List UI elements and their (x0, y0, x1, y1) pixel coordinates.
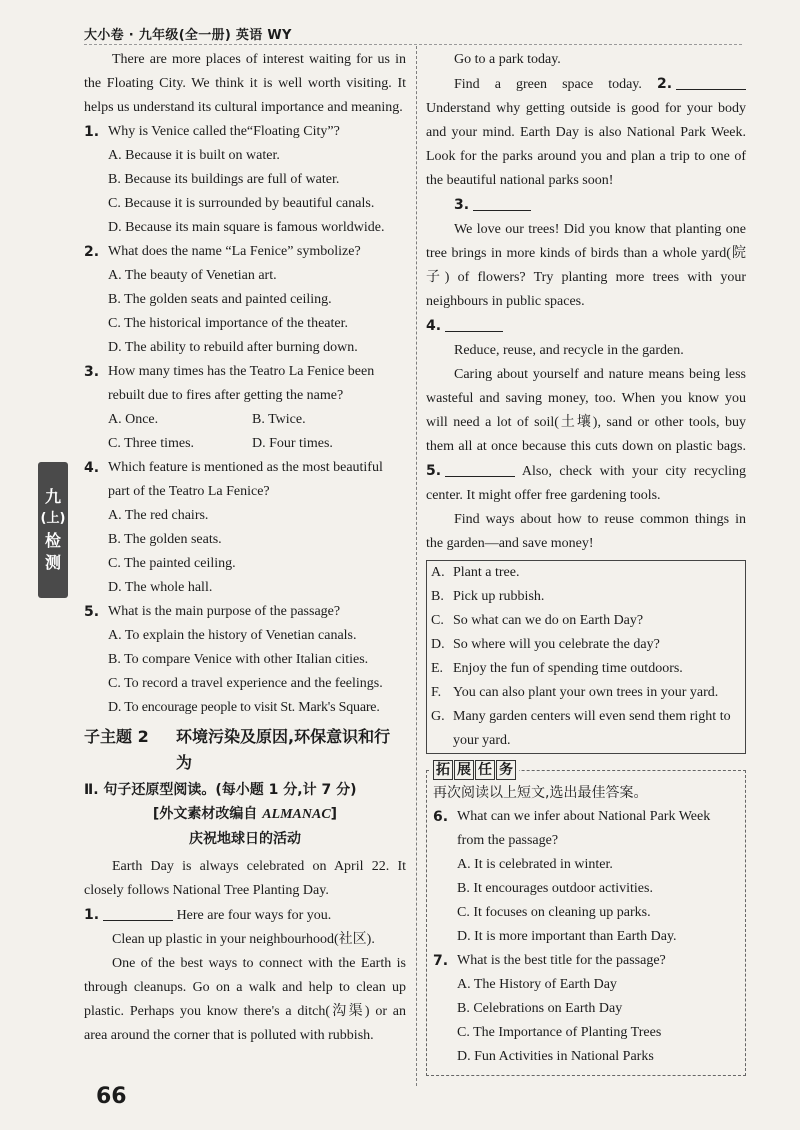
blank-number: 1. (84, 907, 100, 923)
side-tab-char: 检 (44, 531, 61, 550)
option-text: So what can we do on Earth Day? (453, 613, 644, 628)
question-number: 5. (84, 604, 100, 620)
option: D. The ability to rebuild after burning down. (108, 340, 358, 355)
passage-text: Caring about yourself and nature means being less wasteful and saving money, too. When you know you will need a lot of soil(土壤), sand or other tools, buy them all at once because this cuts down on plastic bags. (426, 367, 746, 454)
option: A. To explain the history of Venetian canals. (108, 628, 357, 643)
option: B. The golden seats and painted ceiling. (108, 292, 332, 307)
option-row (431, 657, 741, 681)
blank-number: 4. (426, 318, 442, 334)
option: A. The red chairs. (108, 508, 209, 523)
blank-number: 3. (454, 197, 470, 213)
question-number: 6. (433, 809, 449, 825)
question-text: How many times has the Teatro La Fenice been rebuilt due to fires after getting the name? (108, 364, 375, 403)
option: A. The beauty of Venetian art. (108, 268, 277, 283)
passage-subheading: Clean up plastic in your neighbourhood(社区). (112, 932, 375, 947)
option-text: So where will you celebrate the day? (453, 637, 660, 652)
task-label-char: 展 (454, 760, 474, 780)
side-tab-char: 九 (44, 487, 61, 506)
option: C. To record a travel experience and the feelings. (108, 676, 383, 691)
option: B. Celebrations on Earth Day (457, 1001, 623, 1016)
subtopic-title: 环境污染及原因,环保意识和行为 (176, 727, 391, 772)
question-text: What can we infer about National Park Week from the passage? (457, 809, 711, 848)
option-box (426, 560, 746, 754)
task-instruction: 再次阅读以上短文,选出最佳答案。 (433, 785, 648, 801)
right-column (426, 48, 746, 1076)
option-row (431, 561, 741, 585)
question-text: What is the main purpose of the passage? (108, 604, 341, 619)
question-text: What is the best title for the passage? (457, 953, 666, 968)
option: C. The painted ceiling. (108, 556, 236, 571)
page-number: 66 (96, 1084, 127, 1109)
option-text: Many garden centers will even send them right to your yard. (453, 709, 731, 748)
option: D. Because its main square is famous worldwide. (108, 220, 385, 235)
passage-paragraph: We love our trees! Did you know that planting one tree brings in more kinds of birds than a whole yard(院子) of flowers? Try planting more trees with your neighbours in public spaces. (426, 222, 746, 309)
option-text: Enjoy the fun of spending time outdoors. (453, 661, 683, 676)
option-row (431, 633, 741, 657)
question-1 (84, 120, 406, 240)
option: B. Twice. (252, 412, 306, 427)
answer-blank-5[interactable] (445, 460, 515, 477)
passage-subheading: Reduce, reuse, and recycle in the garden. (454, 343, 684, 358)
question-number: 4. (84, 460, 100, 476)
option-row (431, 585, 741, 609)
option-letter: G. (431, 709, 445, 724)
blank-line-4 (426, 314, 746, 339)
extension-task-label (431, 760, 519, 780)
blank-number: 2. (656, 76, 673, 92)
extension-task-box (426, 762, 746, 1076)
option-letter: E. (431, 661, 444, 676)
option: D. Four times. (252, 436, 333, 451)
answer-blank-4[interactable] (445, 315, 503, 332)
task-label-char: 任 (475, 760, 495, 780)
passage-text: Understand why getting outside is good for your body and your mind. Earth Day is also National Park Week. Look for the parks around you and plan a trip to one of the beautiful national parks soon! (426, 101, 746, 188)
option: C. The Importance of Planting Trees (457, 1025, 662, 1040)
option: A. Because it is built on water. (108, 148, 280, 163)
option: C. The historical importance of the theater. (108, 316, 348, 331)
passage-text: Find a green space today. (454, 77, 642, 92)
option: B. It encourages outdoor activities. (457, 881, 653, 896)
column-divider (416, 46, 417, 1086)
side-tab-char: (上) (40, 511, 66, 526)
question-3 (84, 360, 406, 456)
answer-blank-2[interactable] (676, 73, 746, 90)
option: D. Fun Activities in National Parks (457, 1049, 654, 1064)
question-text: What does the name “La Fenice” symbolize? (108, 244, 361, 259)
option: B. Because its buildings are full of water. (108, 172, 340, 187)
option-letter: C. (431, 613, 444, 628)
passage-paragraph (426, 363, 746, 508)
option-row (431, 705, 741, 753)
passage-text: Also, check with your city recycling center. It might offer free gardening tools. (426, 464, 746, 503)
blank-line-1 (84, 903, 406, 928)
option-letter: D. (431, 637, 445, 652)
intro-paragraph: There are more places of interest waiting for us in the Floating City. We think it is well worth visiting. It helps us understand its cultural importance and meaning. (84, 52, 406, 115)
answer-blank-3[interactable] (473, 194, 531, 211)
subtopic-label: 子主题 2 (84, 727, 149, 746)
page-header: 大小卷 · 九年级(全一册) 英语 WY (84, 28, 292, 43)
option: B. To compare Venice with other Italian cities. (108, 652, 369, 667)
option-letter: B. (431, 589, 444, 604)
option-text: You can also plant your own trees in your yard. (453, 685, 719, 700)
question-number: 7. (433, 953, 449, 969)
option-letter: F. (431, 685, 442, 700)
question-4 (84, 456, 406, 600)
option-text: Plant a tree. (453, 565, 520, 580)
option-letter: A. (431, 565, 445, 580)
option: C. It focuses on cleaning up parks. (457, 905, 651, 920)
answer-blank-1[interactable] (103, 904, 173, 921)
source-note (84, 802, 406, 827)
option-row (431, 609, 741, 633)
subtopic-heading (84, 724, 406, 776)
section-heading: Ⅱ. 句子还原型阅读。(每小题 1 分,计 7 分) (84, 782, 357, 798)
source-name: ALMANAC (262, 807, 331, 822)
option: A. Once. (108, 412, 159, 427)
option: D. It is more important than Earth Day. (457, 929, 677, 944)
source-suffix: ] (330, 806, 338, 822)
option-row (431, 681, 741, 705)
left-column (84, 48, 406, 1048)
blank-number: 5. (426, 463, 442, 479)
question-number: 2. (84, 244, 100, 260)
option: A. It is celebrated in winter. (457, 857, 613, 872)
option: C. Because it is surrounded by beautiful canals. (108, 196, 375, 211)
option: C. Three times. (108, 436, 195, 451)
question-text: Which feature is mentioned as the most beautiful part of the Teatro La Fenice? (108, 460, 383, 499)
question-2 (84, 240, 406, 360)
task-label-char: 拓 (433, 760, 453, 780)
header-rule (84, 44, 742, 45)
blank-following-text: Here are four ways for you. (176, 908, 332, 923)
source-prefix: [外文素材改编自 (152, 806, 263, 822)
question-6 (433, 805, 739, 949)
option: D. To encourage people to visit St. Mark's Square. (108, 700, 380, 715)
passage-paragraph: Find ways about how to reuse common things in the garden—and save money! (426, 512, 746, 551)
side-tab-char: 测 (44, 553, 61, 572)
option-text: Pick up rubbish. (453, 589, 545, 604)
question-5 (84, 600, 406, 720)
question-text: Why is Venice called the“Floating City”? (108, 124, 340, 139)
question-7 (433, 949, 739, 1069)
option: A. The History of Earth Day (457, 977, 617, 992)
task-label-char: 务 (496, 760, 516, 780)
option: B. The golden seats. (108, 532, 222, 547)
passage-paragraph (426, 72, 746, 193)
question-number: 1. (84, 124, 100, 140)
option: D. The whole hall. (108, 580, 213, 595)
passage-paragraph: One of the best ways to connect with the Earth is through cleanups. Go on a walk and help to clean up plastic. Perhaps you know there's a ditch(沟渠) or an area around the corner that is polluted with rubbish. (84, 956, 406, 1043)
side-tab (38, 462, 68, 598)
passage-subheading: Go to a park today. (454, 52, 561, 67)
blank-line-3 (426, 193, 746, 218)
question-number: 3. (84, 364, 100, 380)
passage-title: 庆祝地球日的活动 (189, 831, 301, 847)
passage-paragraph: Earth Day is always celebrated on April 22. It closely follows National Tree Planting Day. (84, 859, 406, 898)
